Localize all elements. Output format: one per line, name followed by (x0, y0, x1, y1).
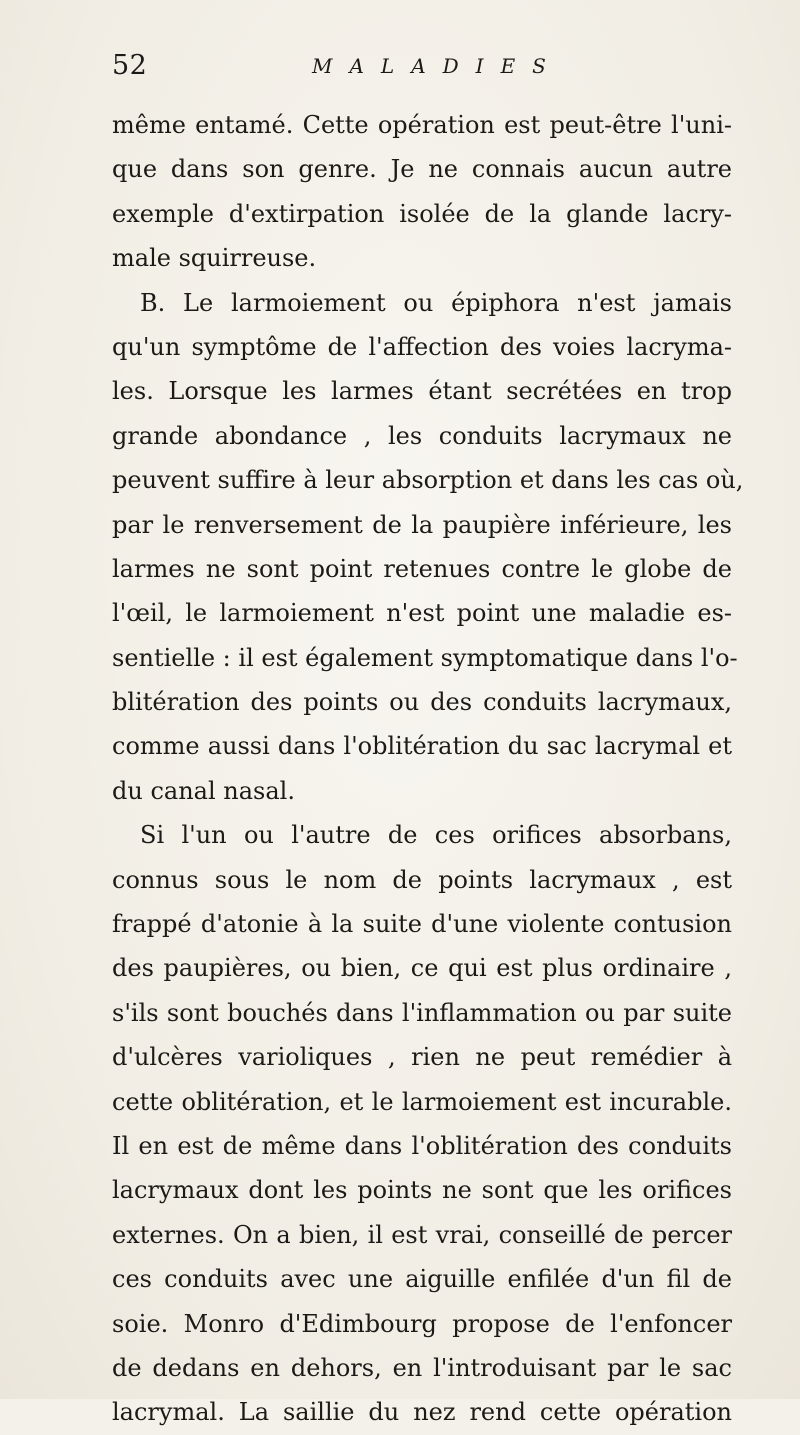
text-line: Il en est de même dans l'oblitération des conduits (112, 1131, 732, 1160)
text-line: lacrymaux dont les points ne sont que les orifices (112, 1176, 732, 1205)
text-line: grande abondance , les conduits lacrymaux ne (112, 421, 732, 450)
text-line: l'œil, le larmoiement n'est point une maladie es- (112, 599, 732, 628)
text-line: exemple d'extirpation isolée de la glande lacry- (112, 199, 732, 228)
text-line: B. Le larmoiement ou épiphora n'est jamais (140, 288, 732, 317)
text-line: qu'un symptôme de l'affection des voies lacryma- (112, 332, 732, 361)
running-head: MALADIES (312, 54, 563, 78)
text-line: lacrymal. La saillie du nez rend cette opération (112, 1398, 732, 1427)
text-line: sentielle : il est également symptomatique dans l'o- (112, 643, 738, 672)
text-line: blitération des points ou des conduits lacrymaux, (112, 688, 732, 717)
text-line: des paupières, ou bien, ce qui est plus ordinaire , (112, 954, 732, 983)
text-line: externes. On a bien, il est vrai, conseillé de percer (112, 1220, 732, 1249)
text-line: les. Lorsque les larmes étant secrétées en trop (112, 377, 732, 406)
text-line: s'ils sont bouchés dans l'inflammation ou par suite (112, 998, 732, 1027)
text-line: ces conduits avec une aiguille enfilée d'un fil de (112, 1265, 732, 1294)
text-line: que dans son genre. Je ne connais aucun autre (112, 155, 732, 184)
text-line: Si l'un ou l'autre de ces orifices absorbans, (140, 821, 732, 850)
text-line: male squirreuse. (112, 244, 317, 273)
text-line: cette oblitération, et le larmoiement est incurable. (112, 1087, 732, 1116)
text-line: par le renversement de la paupière inférieure, les (112, 510, 732, 539)
text-line: comme aussi dans l'oblitération du sac lacrymal et (112, 732, 732, 761)
page-number: 52 (112, 50, 148, 81)
text-line: larmes ne sont point retenues contre le globe de (112, 554, 732, 583)
text-line: même entamé. Cette opération est peut-être l'uni- (112, 111, 732, 139)
text-line: peuvent suffire à leur absorption et dans les cas où, (112, 466, 744, 495)
text-line: d'ulcères varioliques , rien ne peut remédier à (112, 1043, 732, 1072)
text-line: de dedans en dehors, en l'introduisant par le sac (112, 1353, 732, 1382)
page-header (112, 46, 725, 86)
text-line: frappé d'atonie à la suite d'une violente contusion (112, 910, 732, 939)
text-line: connus sous le nom de points lacrymaux , est (112, 865, 732, 894)
text-line: du canal nasal. (112, 776, 295, 805)
text-line: soie. Monro d'Edimbourg propose de l'enfoncer (112, 1309, 732, 1338)
body-text (112, 103, 744, 1435)
